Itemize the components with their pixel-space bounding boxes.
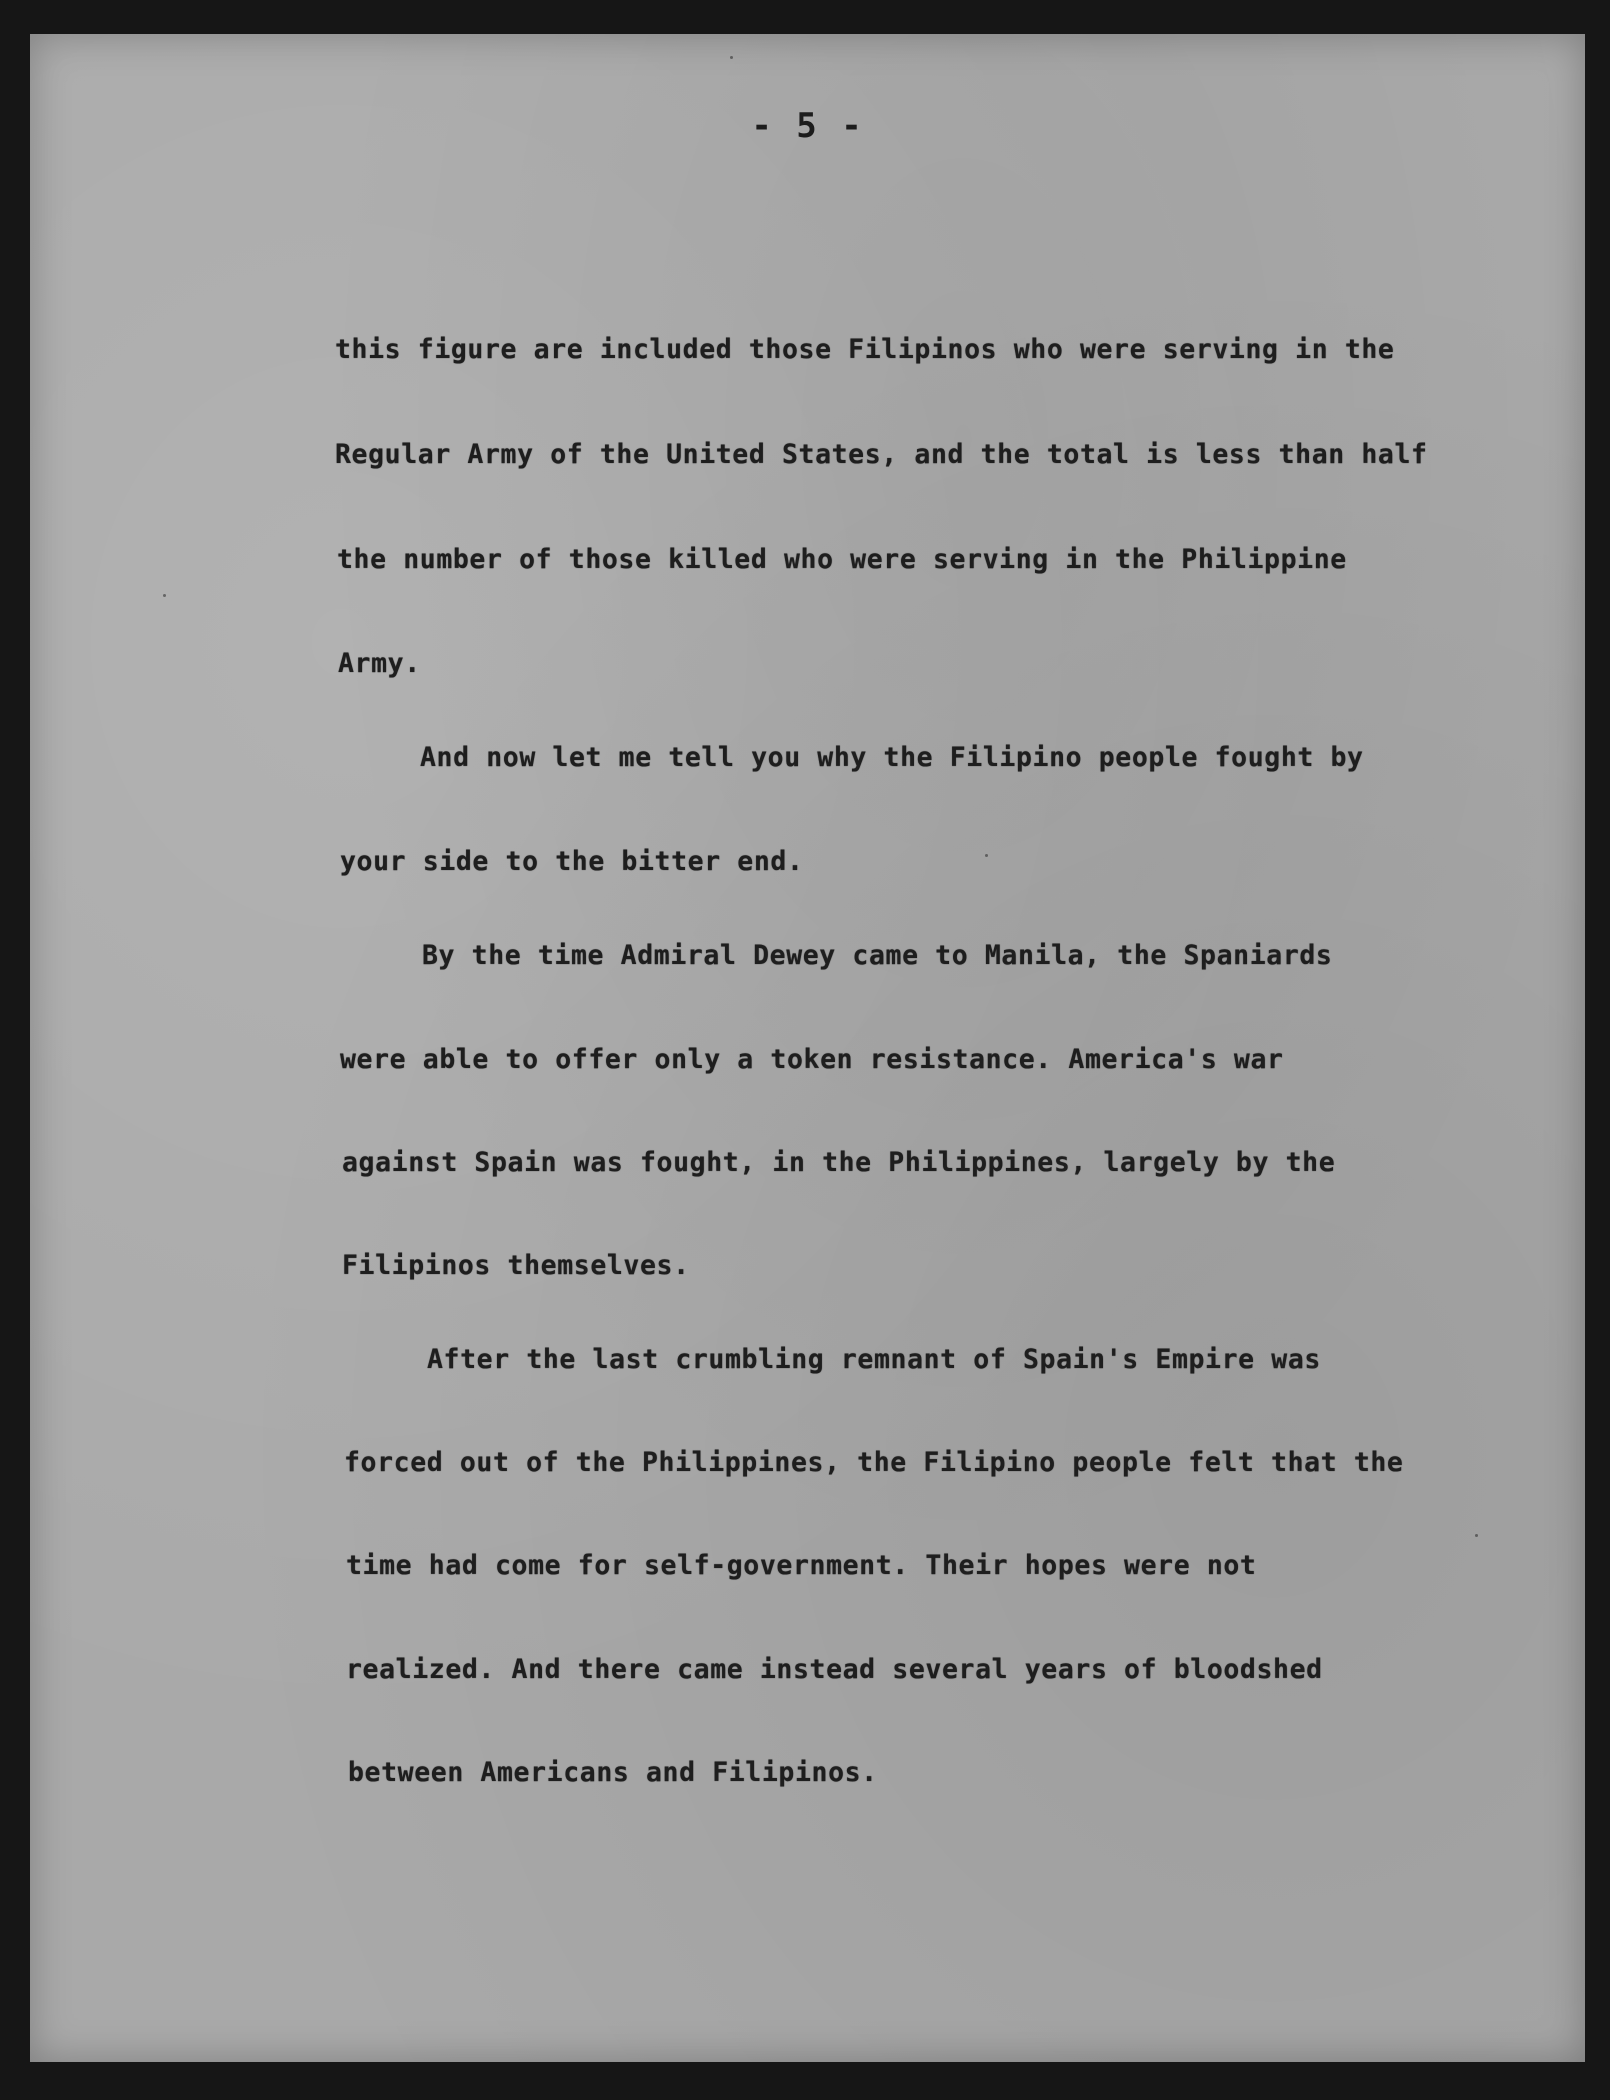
text-line: By the time Admiral Dewey came to Manila, the Spaniards <box>422 940 1333 971</box>
text-line: Filipinos themselves. <box>342 1250 690 1281</box>
document-page <box>30 34 1585 2062</box>
text-line: between Americans and Filipinos. <box>348 1757 878 1788</box>
paper-speck <box>730 56 733 59</box>
text-line: forced out of the Philippines, the Filipino people felt that the <box>344 1447 1404 1478</box>
paper-speck <box>1475 1534 1478 1537</box>
text-line: the number of those killed who were serving in the Philippine <box>337 544 1347 575</box>
text-line: were able to offer only a token resistance. America's war <box>340 1044 1284 1075</box>
text-line: Regular Army of the United States, and the total is less than half <box>335 439 1428 470</box>
paper-speck <box>163 594 166 597</box>
text-line: After the last crumbling remnant of Spain's Empire was <box>427 1344 1321 1375</box>
text-line: And now let me tell you why the Filipino people fought by <box>420 742 1364 773</box>
paper-speck <box>985 854 988 857</box>
text-line: Army. <box>338 648 421 679</box>
text-line: against Spain was fought, in the Philippines, largely by the <box>342 1147 1336 1178</box>
text-line: your side to the bitter end. <box>340 846 804 877</box>
text-line: time had come for self-government. Their hopes were not <box>346 1550 1257 1581</box>
text-line: this figure are included those Filipinos who were serving in the <box>335 334 1395 365</box>
page-number: - 5 - <box>751 106 864 146</box>
text-line: realized. And there came instead several years of bloodshed <box>346 1654 1323 1685</box>
